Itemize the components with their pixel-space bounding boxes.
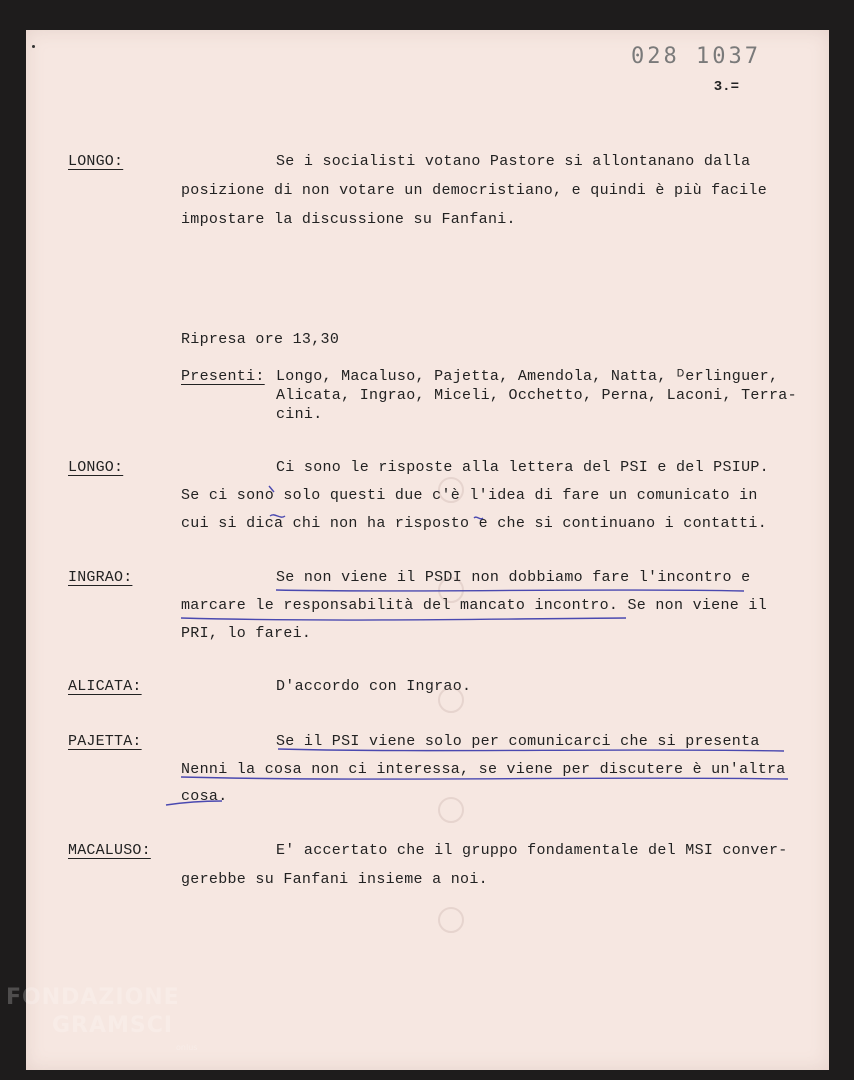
text-line: D'accordo con Ingrao. [276,678,472,695]
faint-stamp-graphic [431,450,471,1010]
watermark-onlus: onlus [176,1043,198,1052]
speaker-longo-2: LONGO: [68,459,124,476]
text-line: Se i socialisti votano Pastore si allontanano dalla [276,153,751,170]
document-page [26,30,829,1070]
text-line: Se ci sono solo questi due c'è l'idea di fare un comunicato in [181,487,758,504]
text-line: cosa. [181,788,228,805]
text-line: Nenni la cosa non ci interessa, se viene per discutere è un'altra [181,761,786,778]
watermark-line1: FONDAZIONE [6,985,180,1010]
punch-dot [32,45,35,48]
text-line: gerebbe su Fanfani insieme a noi. [181,871,488,888]
watermark-logo [6,984,180,1040]
speaker-alicata: ALICATA: [68,678,142,695]
attendees-line: cini. [276,406,323,423]
presenti-label: Presenti: [181,368,265,385]
attendees-line: Longo, Macaluso, Pajetta, Amendola, Natta, ᴰerlinguer, [276,368,779,385]
text-line: Se non viene il PSDI non dobbiamo fare l'incontro e [276,569,751,586]
text-line: posizione di non votare un democristiano, e quindi è più facile [181,182,767,199]
text-line: Ci sono le risposte alla lettera del PSI e del PSIUP. [276,459,769,476]
text-line: Se il PSI viene solo per comunicarci che si presenta [276,733,760,750]
text-line: E' accertato che il gruppo fondamentale del MSI conver- [276,842,788,859]
page-number: 3.= [713,79,739,95]
speaker-ingrao: INGRAO: [68,569,133,586]
archive-number: 028 1037 [631,44,761,69]
resume-time: Ripresa ore 13,30 [181,331,340,348]
speaker-pajetta: PAJETTA: [68,733,142,750]
text-line: PRI, lo farei. [181,625,312,642]
attendees-line: Alicata, Ingrao, Miceli, Occhetto, Perna, Laconi, Terra- [276,387,797,404]
speaker-macaluso: MACALUSO: [68,842,151,859]
text-line: marcare le responsabilità del mancato incontro. Se non viene il [181,597,767,614]
text-line: cui si dica chi non ha risposto e che si continuano i contatti. [181,515,767,532]
pen-underline [181,618,626,620]
watermark-line2: GRAMSCI [52,1013,174,1038]
text-line: impostare la discussione su Fanfani. [181,211,516,228]
speaker-longo-1: LONGO: [68,153,124,170]
pen-underline [276,590,744,591]
